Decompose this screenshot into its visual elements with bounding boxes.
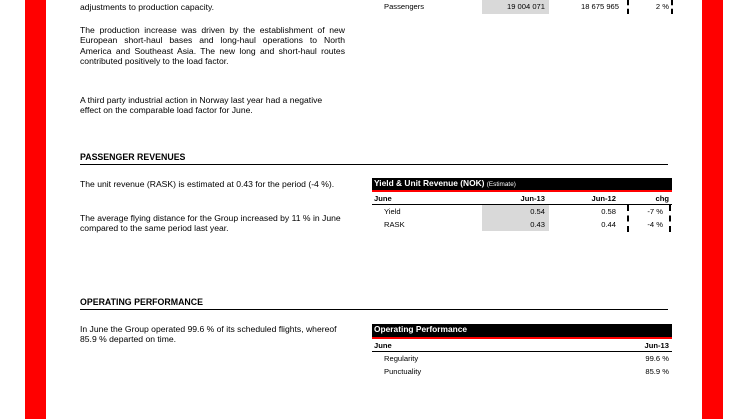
yield-col-change: chg: [655, 194, 669, 203]
punctuality-label: Punctuality: [384, 367, 422, 376]
yield-right-border: [669, 205, 671, 232]
rask-row-change: -4 %: [647, 220, 663, 229]
ops-table-title: Operating Performance: [372, 324, 672, 337]
yield-col-current: Jun-13: [520, 194, 545, 203]
section-heading-operating-performance: OPERATING PERFORMANCE: [80, 297, 668, 310]
yield-row-current: 0.54: [530, 207, 545, 216]
yield-row-change: -7 %: [647, 207, 663, 216]
yield-table-title: [372, 178, 672, 190]
passengers-right-border: [671, 0, 673, 14]
ops-col-period: June: [374, 341, 392, 350]
left-red-border: [25, 0, 46, 419]
passengers-previous: 18 675 965: [580, 2, 619, 11]
yield-table-title-note: (Estimate): [486, 181, 516, 188]
section-heading-passenger-revenues: PASSENGER REVENUES: [80, 152, 668, 165]
right-red-border: [702, 0, 723, 419]
passengers-change: 2 %: [655, 2, 669, 11]
paragraph-production-increase: The production increase was driven by the establishment of new European short-haul bases and long-haul operations to North America and Southeast Asia. The new long and short-haul routes contributed positively to the load factor.: [80, 25, 345, 67]
yield-col-period: June: [374, 194, 392, 203]
passengers-label: Passengers: [384, 2, 425, 11]
paragraph-rask: The unit revenue (RASK) is estimated at 0.43 for the period (-4 %).: [80, 179, 335, 189]
yield-table-red-line: [372, 190, 672, 192]
yield-row-label: Yield: [384, 207, 401, 216]
yield-col-previous: Jun-12: [591, 194, 616, 203]
ops-table-red-line: [372, 337, 672, 339]
paragraph-flying-distance: The average flying distance for the Group increased by 11 % in June compared to the same period last year.: [80, 213, 341, 234]
paragraph-industrial-action: A third party industrial action in Norway last year had a negative effect on the comparable load factor for June.: [80, 95, 323, 116]
rask-row-previous: 0.44: [601, 220, 616, 229]
regularity-label: Regularity: [384, 354, 419, 363]
passengers-divider: [627, 0, 629, 14]
passengers-current: 19 004 071: [506, 2, 545, 11]
rask-row-label: RASK: [384, 220, 405, 229]
regularity-value: 99.6 %: [645, 354, 669, 363]
punctuality-value: 85.9 %: [645, 367, 669, 376]
yield-row-previous: 0.58: [601, 207, 616, 216]
yield-table-title-text: Yield & Unit Revenue (NOK): [374, 178, 485, 188]
paragraph-operating-performance: In June the Group operated 99.6 % of its scheduled flights, whereof 85.9 % departed on time.: [80, 324, 337, 345]
ops-col-current: Jun-13: [644, 341, 669, 350]
intro-line-top: adjustments to production capacity.: [80, 2, 215, 12]
yield-change-divider: [627, 205, 629, 232]
rask-row-current: 0.43: [530, 220, 545, 229]
